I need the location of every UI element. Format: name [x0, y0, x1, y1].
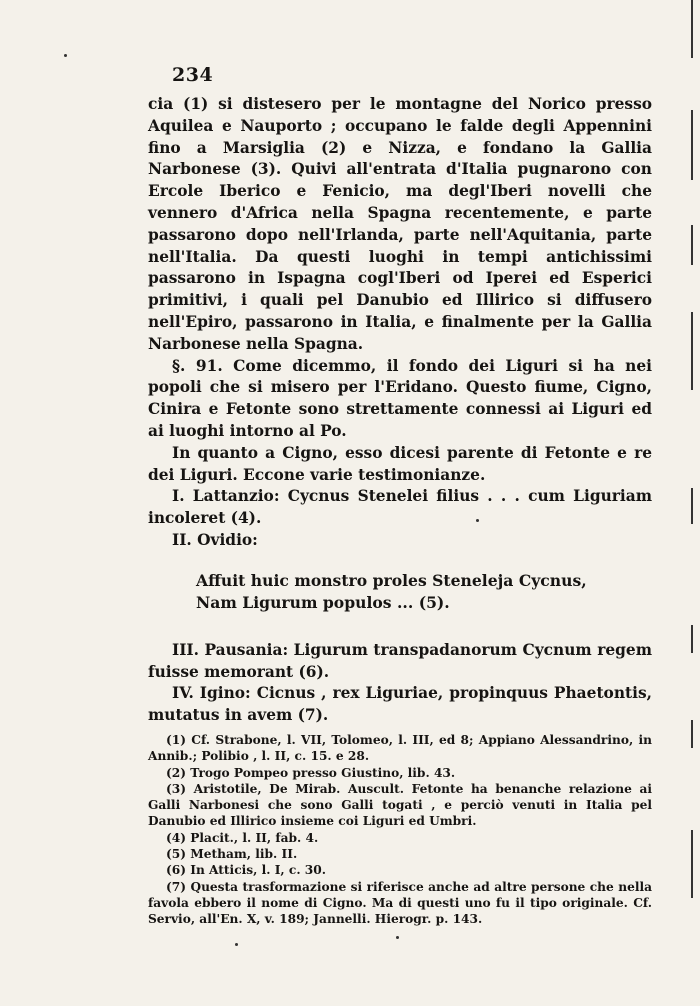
- ink-speck: [64, 54, 67, 57]
- page-edge-mark: [691, 488, 693, 524]
- page-edge-mark: [691, 720, 693, 748]
- footnote-2: (2) Trogo Pompeo presso Giustino, lib. 43.: [166, 765, 456, 780]
- paragraph-ligurian-migrations: cia (1) si distesero per le montagne del Norico presso Aquilea e Nauporto ; occupano le falde degli Appennini fino a Marsiglia (2) e Nizza, e fondano la Gallia Narbonese (3). Quivi all'entrata d'Italia pugnarono con Ercole Iberico e Fenicio, ma degl'Iberi novelli che vennero d'Africa nella Spagna recentemente, e parte passarono dopo nell'Irlanda, parte nell'Aquitania, parte nell'Italia. Da questi luoghi in tempi antichissimi passarono in Ispagna cogl'Iberi od Iperei ed Esperici primitivi, i quali pel Danubio ed Illirico si diffusero nell'Epiro, passarono in Italia, e finalmente per la Gallia Narbonese nella Spagna.: [148, 95, 652, 353]
- page-edge-mark: [691, 110, 693, 180]
- page-edge-mark: [691, 830, 693, 898]
- footnote-6: (6) In Atticis, l. I, c. 30.: [166, 863, 327, 878]
- footnotes: [148, 732, 652, 928]
- testimony-igino: IV. Igino: Cicnus , rex Liguriae, propinquus Phaetontis, mutatus in avem (7).: [148, 684, 652, 725]
- footnote-4: (4) Placit., l. II, fab. 4.: [166, 830, 319, 845]
- ink-speck: [476, 519, 479, 522]
- footnote-7: (7) Questa trasformazione si riferisce anche ad altre persone che nella favola ebbero il nome di Cigno. Ma di questi uno fu il tipo originale. Cf. Servio, all'En. X, v. 189; Jannelli. Hierogr. p. 143.: [148, 879, 652, 927]
- page-edge-mark: [691, 225, 693, 265]
- footnote-3: (3) Aristotile, De Mirab. Auscult. Fetonte ha benanche relazione ai Galli Narbonesi che sono Galli togati , e perciò venuti in Italia pel Danubio ed Illirico insieme coi Liguri ed Umbri.: [148, 781, 652, 829]
- footnote-1: (1) Cf. Strabone, l. VII, Tolomeo, l. III, ed 8; Appiano Alessandrino, in Annib.; Polibio , l. II, c. 15. e 28.: [148, 733, 652, 764]
- page-number: 234: [172, 64, 214, 86]
- ovid-verse: [196, 570, 652, 614]
- ink-speck: [396, 936, 399, 939]
- testimony-ovidio: II. Ovidio:: [172, 530, 258, 549]
- paragraph-cigno: In quanto a Cigno, esso dicesi parente di Fetonte e re dei Liguri. Eccone varie testimonianze.: [148, 443, 652, 484]
- testimony-pausania: III. Pausania: Ligurum transpadanorum Cycnum regem fuisse memorant (6).: [148, 640, 652, 681]
- verse-line-1: Affuit huic monstro proles Steneleja Cycnus,: [196, 570, 587, 590]
- page-edge-mark: [691, 0, 693, 58]
- paragraph-section-91: §. 91. Come dicemmo, il fondo dei Liguri si ha nei popoli che si misero per l'Eridano. Questo fiume, Cigno, Cinira e Fetonte sono strettamente connessi ai Liguri ed ai luoghi intorno al Po.: [148, 356, 652, 440]
- footnote-5: (5) Metham, lib. II.: [166, 847, 298, 862]
- ink-speck: [235, 943, 238, 946]
- verse-line-2: Nam Ligurum populos ... (5).: [196, 592, 450, 612]
- main-text: [148, 94, 652, 727]
- testimony-lattanzio: I. Lattanzio: Cycnus Stenelei filius . . . cum Liguriam incoleret (4).: [148, 487, 652, 528]
- page-edge-mark: [691, 625, 693, 653]
- page-edge-mark: [691, 312, 693, 390]
